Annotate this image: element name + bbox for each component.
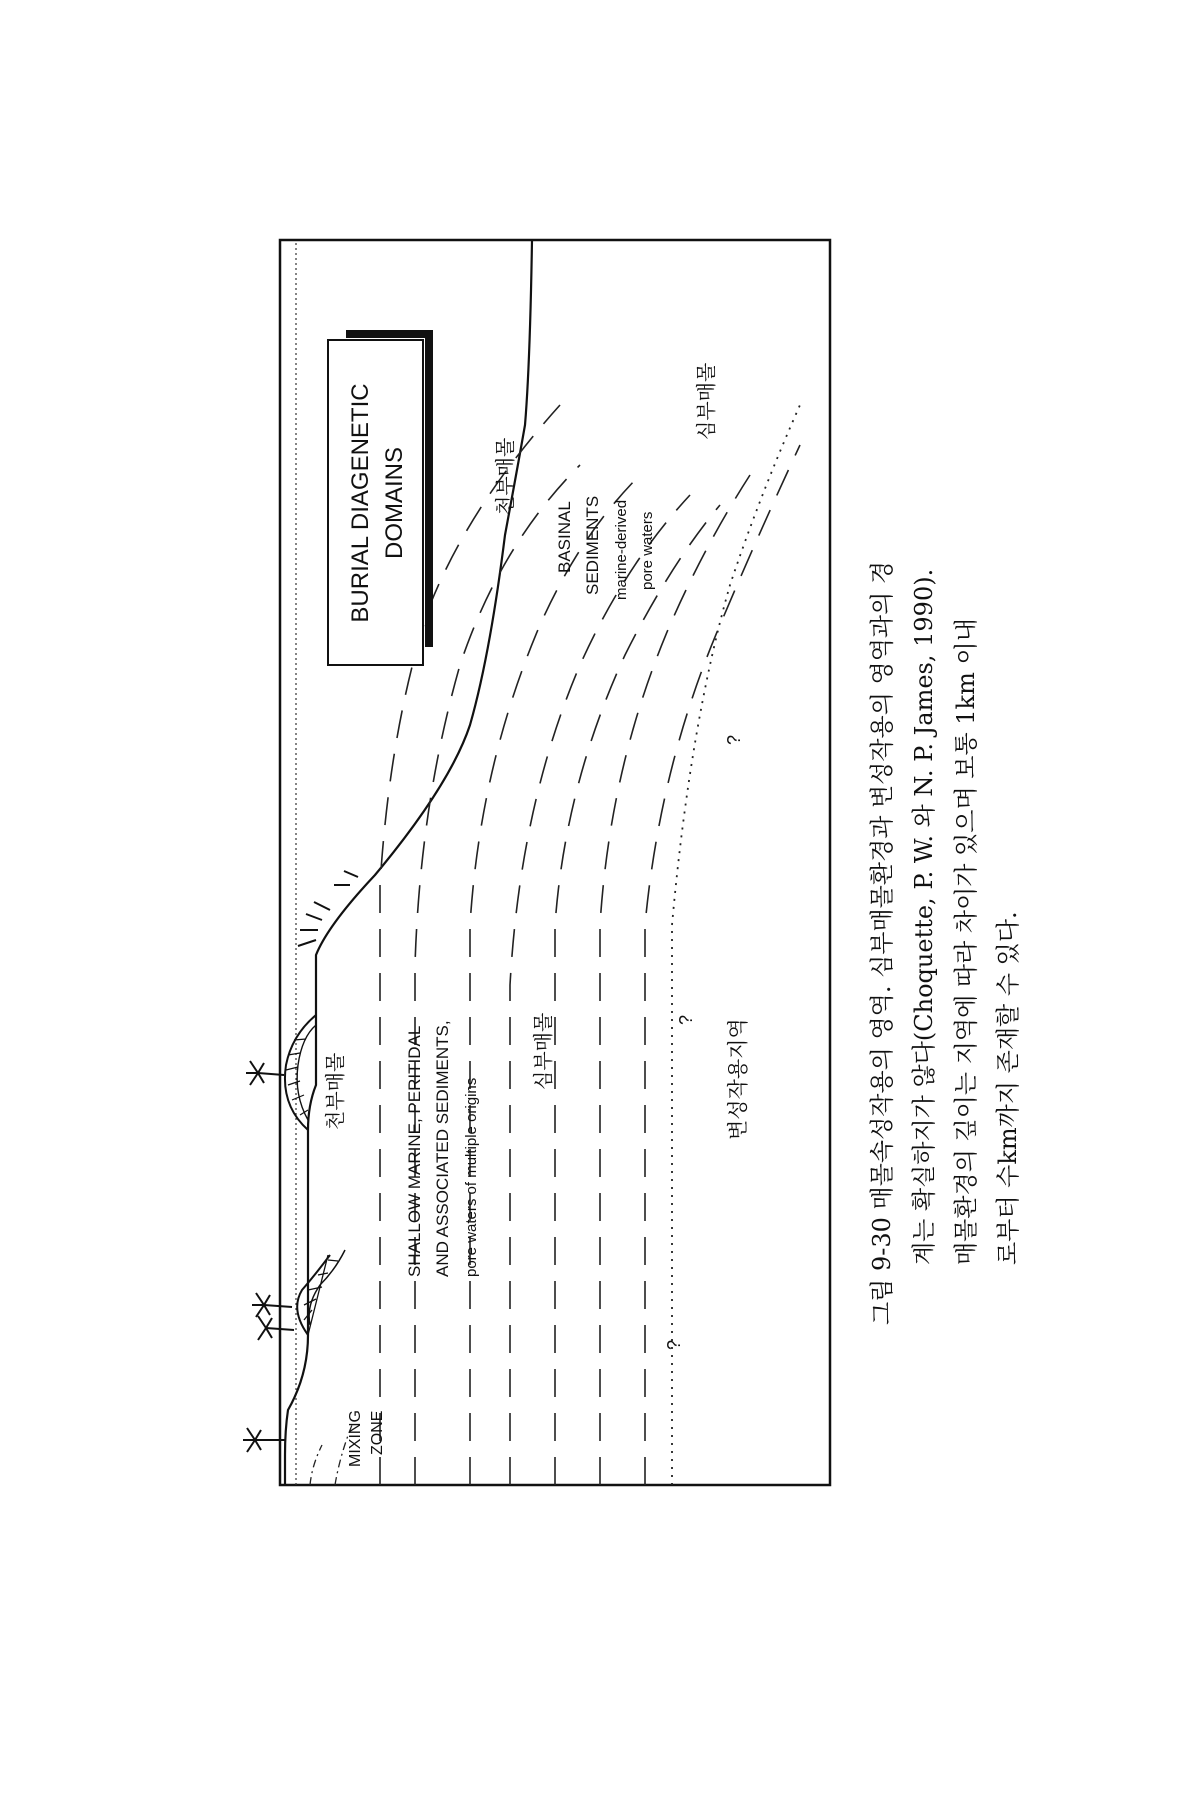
caption-line4: 로부터 수km까지 존재할 수 있다.: [994, 911, 1022, 1265]
shallow-burial-label-right: 천부매몰: [493, 437, 517, 515]
figure-caption: [868, 561, 1022, 1325]
right-reef: [285, 1015, 316, 1130]
diagram-title-line1: BURIAL DIAGENETIC: [347, 383, 374, 623]
mixing-zone-label-line1: MIXING: [347, 1410, 364, 1467]
caption-line2: 계는 확실하지가 않다(Choquette, P. W. 와 N. P. James, 1990).: [910, 568, 938, 1265]
basinal-label-line3: marine-derived: [613, 499, 630, 600]
shallow-label-line1: SHALLOW MARINE, PERITIDAL: [405, 1025, 424, 1277]
metamorphic-boundary: [672, 405, 800, 1485]
mixing-zone-label-line2: ZONE: [369, 1410, 386, 1455]
basinal-label-line4: pore waters: [639, 511, 656, 590]
question-mark-middle: ?: [676, 1014, 696, 1025]
burial-domains-diagram: [243, 240, 830, 1485]
title-box: [328, 340, 423, 665]
shallow-label-line2: AND ASSOCIATED SEDIMENTS,: [433, 1020, 452, 1277]
shallow-burial-label-left: 천부매몰: [323, 1052, 347, 1130]
caption-line3: 매몰환경의 깊이는 지역에 따라 차이가 있으며 보통 1km 이내: [952, 618, 980, 1265]
caption-line1: 그림 9-30 매몰속성작용의 영역. 심부매몰환경과 변성작용의 영역과의 경: [868, 560, 896, 1325]
question-mark-right: ?: [724, 734, 744, 745]
basinal-label-line1: BASINAL: [555, 501, 574, 573]
deep-burial-label-left: 심부매몰: [531, 1012, 555, 1090]
mixing-zone-lines: [310, 1425, 352, 1485]
shallow-label-line3: pore waters of multiple origins: [463, 1077, 480, 1277]
question-mark-left: ?: [664, 1339, 684, 1350]
diagram-title-line2: DOMAINS: [381, 446, 408, 560]
basinal-label-line2: SEDIMENTS: [583, 495, 602, 595]
palm-trees: [243, 871, 358, 1452]
metamorphic-zone-label: 변성작용지역: [726, 1018, 750, 1140]
deep-burial-label-right: 심부매몰: [694, 362, 718, 440]
